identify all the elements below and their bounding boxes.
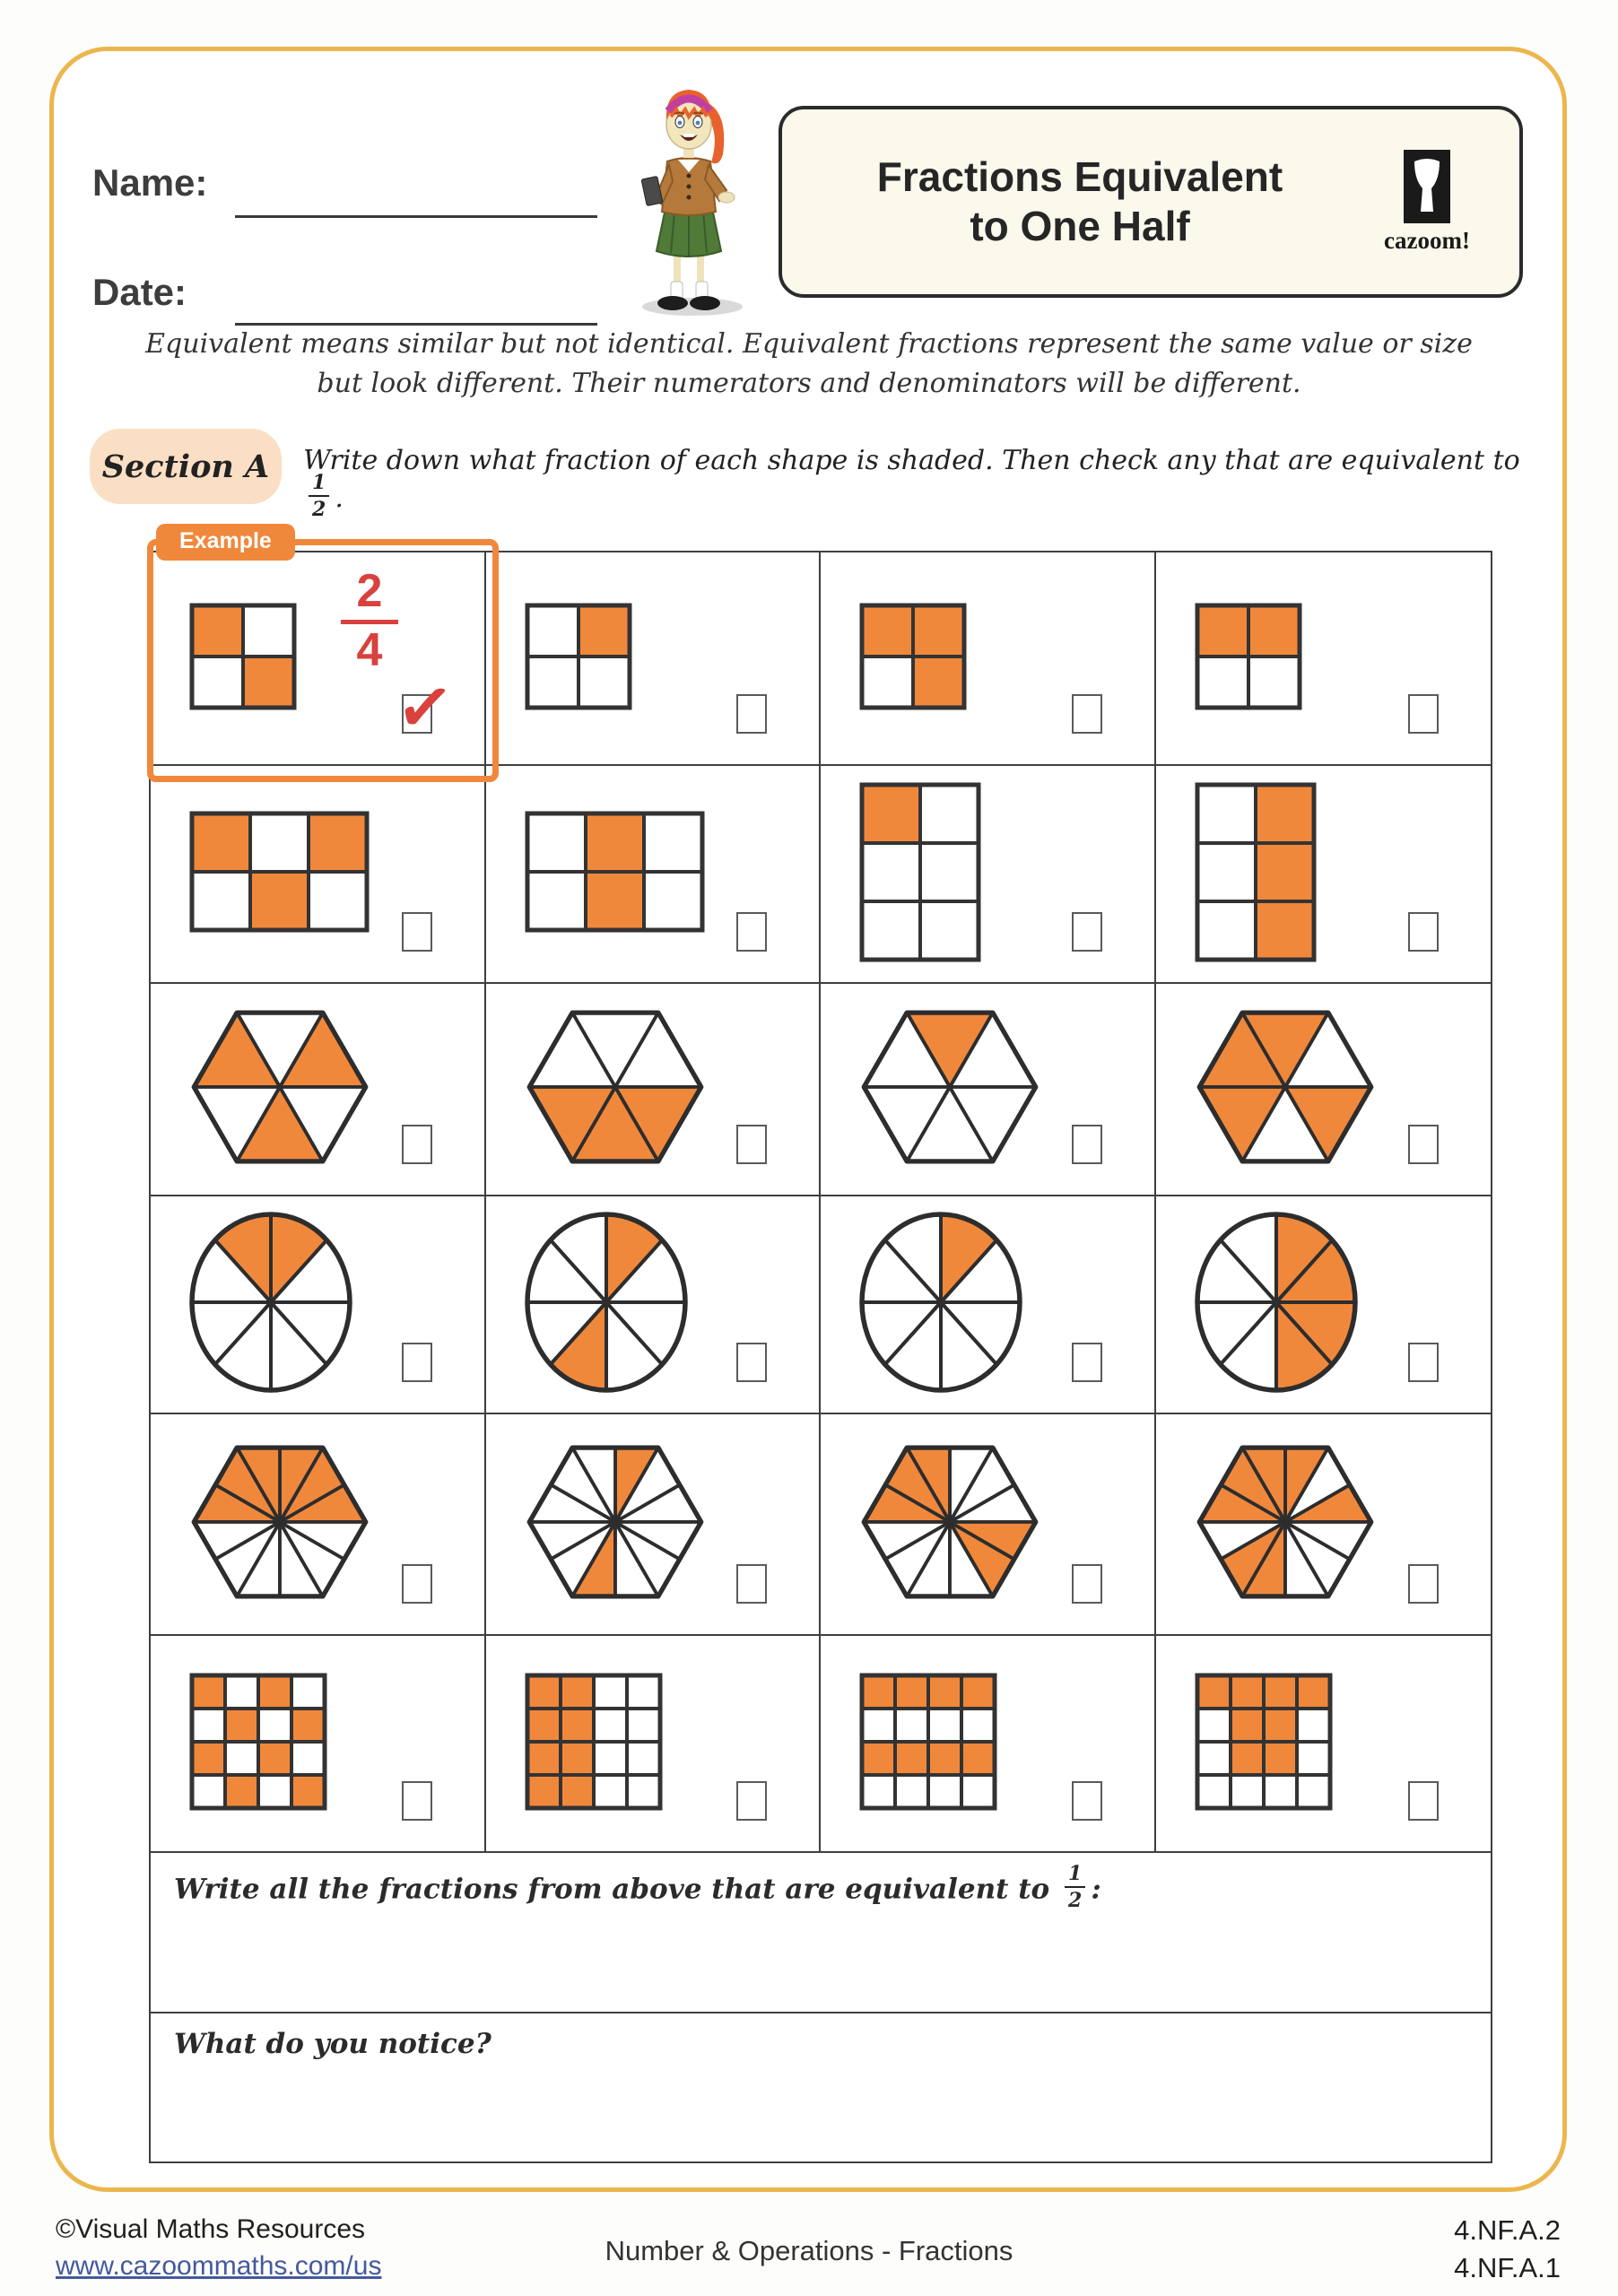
answer-checkbox[interactable] [402,1125,432,1164]
fraction-shape [1194,1672,1334,1816]
worksheet-cell [151,528,486,766]
worksheet-cell [1156,1414,1492,1636]
answer-checkbox[interactable] [736,694,767,734]
student-cartoon [621,75,755,317]
logo-wordmark: cazoom! [1384,226,1470,254]
book [641,176,663,205]
date-label: Date: [92,271,187,313]
hourglass-icon [1404,150,1450,223]
worksheet-cell [151,1636,486,1853]
fraction-shape [524,810,706,938]
date-line[interactable] [235,323,597,326]
answer-checkbox[interactable] [1072,1343,1102,1382]
worksheet-cell [1156,1636,1492,1853]
fraction-shape [1194,1006,1377,1172]
worksheet-table [149,528,1492,2163]
fraction-shape [1194,781,1318,968]
write-fractions-row: Write all the fractions from above that are equivalent to $\frac{1}{2}$ : [151,1853,1491,2013]
fraction-shape [188,1672,328,1816]
footer-standards [1454,2212,1561,2287]
worksheet-grid [151,528,1491,1853]
example-tab: Example [156,524,295,561]
worksheet-cell [1156,766,1492,984]
worksheet-cell [821,552,1156,766]
worksheet-cell [1156,552,1492,766]
fraction-shape [188,810,370,938]
fraction-shape [524,602,633,716]
answer-checkbox[interactable] [402,1781,432,1821]
worksheet-cell [821,984,1156,1196]
fraction-shape [188,602,298,716]
half-fraction: $\frac{1}{2}$ [1065,1864,1085,1910]
name-line[interactable] [235,215,597,218]
fraction-shape [858,781,982,968]
fraction-shape [858,1441,1041,1607]
answer-checkbox[interactable] [1408,1343,1439,1382]
fraction-shape [524,1441,707,1607]
worksheet-cell [821,766,1156,984]
example-fraction: $\frac{2}{4}$ [341,567,398,674]
worksheet-cell [821,1414,1156,1636]
answer-checkbox[interactable] [402,1564,432,1604]
half-fraction: $\frac{1}{2}$ [309,473,329,519]
answer-checkbox[interactable] [736,1343,767,1382]
fraction-shape [188,1441,371,1607]
answer-checkbox[interactable] [736,1781,767,1821]
answer-checkbox[interactable] [1072,1564,1102,1604]
section-a-instruction: Write down what fraction of each shape is shaded. Then check any that are equivalent to $\frac{1}{2}$ . [303,445,1520,521]
intro-line-1: Equivalent means similar but not identical. Equivalent fractions represent the same value or size [145,328,1473,360]
worksheet-cell [821,1196,1156,1414]
worksheet-cell [821,1636,1156,1853]
worksheet-cell [151,984,486,1196]
worksheet-cell [1156,984,1492,1196]
answer-checkbox[interactable] [736,912,767,952]
fraction-shape [1194,1211,1359,1398]
answer-checkbox[interactable] [736,1564,767,1604]
standard-code-2: 4.NF.A.1 [1454,2251,1561,2283]
answer-checkbox[interactable] [1072,1781,1102,1821]
answer-checkbox[interactable] [1072,912,1102,952]
worksheet-cell [1156,1196,1492,1414]
notice-row: What do you notice? [151,2013,1491,2161]
answer-checkbox[interactable] [736,1125,767,1164]
standard-code-1: 4.NF.A.2 [1454,2214,1561,2246]
write-fractions-answer-space[interactable] [151,1907,1491,2012]
answer-checkbox[interactable] [1408,1125,1439,1164]
intro-line-2: but look different. Their numerators and denominators will be different. [317,368,1301,399]
worksheet-cell [486,552,822,766]
answer-checkbox[interactable] [1408,1781,1439,1821]
answer-checkbox[interactable] [402,912,432,952]
fraction-shape [858,1006,1041,1172]
fraction-shape [858,602,968,716]
worksheet-cell [151,1414,486,1636]
answer-checkbox[interactable] [402,1343,432,1382]
fraction-shape [188,1006,371,1172]
copyright-text: ©Visual Maths Resources [56,2214,366,2244]
footer-topic: Number & Operations - Fractions [605,2235,1013,2266]
fraction-shape [858,1672,998,1816]
fraction-shape [524,1211,689,1398]
answer-checkbox[interactable] [1408,694,1439,734]
answer-checkbox[interactable] [1408,1564,1439,1604]
worksheet-cell [486,1636,822,1853]
fraction-shape [1194,1441,1377,1607]
example-checkmark-icon: ✓ [392,666,457,750]
worksheet-cell [486,1196,822,1414]
website-link[interactable]: www.cazoommaths.com/us [56,2250,382,2281]
worksheet-cell [486,1414,822,1636]
section-a-badge: Section A [90,429,282,504]
answer-checkbox[interactable] [1072,1125,1102,1164]
title-box [779,106,1523,298]
fraction-shape [1194,602,1303,716]
answer-checkbox[interactable] [1072,694,1102,734]
worksheet-cell [486,766,822,984]
worksheet-cell [486,984,822,1196]
fraction-shape [524,1672,664,1816]
fraction-shape [524,1006,707,1172]
worksheet-title: Fractions Equivalent to One Half [876,152,1283,249]
worksheet-cell [151,766,486,984]
worksheet-cell [151,1196,486,1414]
cazoom-logo [1351,150,1519,255]
answer-checkbox[interactable] [1408,912,1439,952]
fraction-shape [858,1211,1023,1398]
notice-answer-space[interactable] [151,2067,1491,2161]
name-label: Name: [92,161,208,204]
fraction-shape [188,1211,353,1398]
